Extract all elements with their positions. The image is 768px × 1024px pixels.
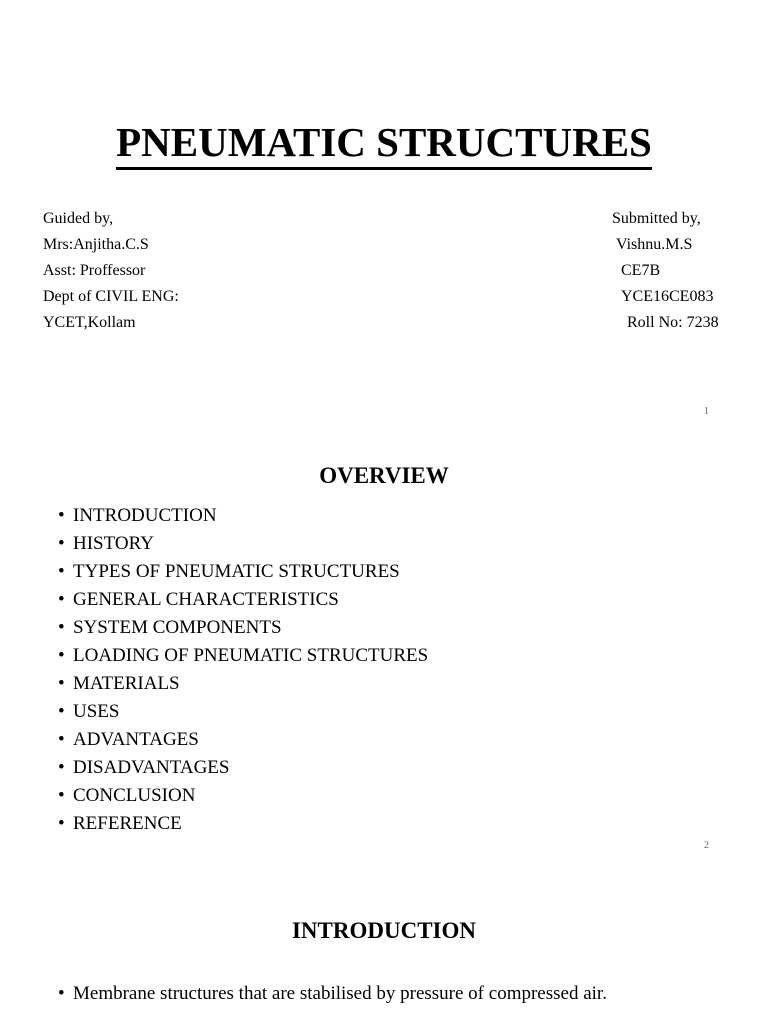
bullet-icon: • bbox=[58, 645, 65, 666]
introduction-list bbox=[58, 980, 607, 1008]
list-item: • ADVANTAGES bbox=[58, 726, 428, 754]
bullet-icon: • bbox=[58, 701, 65, 722]
introduction-heading: INTRODUCTION bbox=[291, 918, 477, 943]
list-item: • CONCLUSION bbox=[58, 782, 428, 810]
bullet-icon: • bbox=[58, 785, 65, 806]
guide-designation: Asst: Proffessor bbox=[43, 262, 146, 279]
guide-institution: YCET,Kollam bbox=[43, 314, 136, 331]
bullet-icon: • bbox=[58, 673, 65, 694]
overview-heading: OVERVIEW bbox=[319, 463, 449, 488]
document-title bbox=[0, 119, 768, 165]
list-item: • MATERIALS bbox=[58, 670, 428, 698]
bullet-icon: • bbox=[58, 813, 65, 834]
submitted-by-label: Submitted by, bbox=[612, 210, 701, 227]
submitted-by-block bbox=[612, 206, 719, 336]
list-item: • SYSTEM COMPONENTS bbox=[58, 614, 428, 642]
title-text: PNEUMATIC STRUCTURES bbox=[116, 119, 652, 170]
overview-list bbox=[58, 502, 428, 838]
student-register-number: YCE16CE083 bbox=[621, 288, 714, 305]
list-item: • TYPES OF PNEUMATIC STRUCTURES bbox=[58, 558, 428, 586]
bullet-icon: • bbox=[58, 505, 65, 526]
bullet-icon: • bbox=[58, 983, 65, 1004]
guided-by-label: Guided by, bbox=[43, 210, 114, 227]
list-item: • USES bbox=[58, 698, 428, 726]
bullet-icon: • bbox=[58, 589, 65, 610]
guide-department: Dept of CIVIL ENG: bbox=[43, 288, 179, 305]
bullet-icon: • bbox=[58, 533, 65, 554]
list-item: • GENERAL CHARACTERISTICS bbox=[58, 586, 428, 614]
bullet-icon: • bbox=[58, 757, 65, 778]
guide-name: Mrs:Anjitha.C.S bbox=[43, 236, 149, 253]
list-item: • LOADING OF PNEUMATIC STRUCTURES bbox=[58, 642, 428, 670]
student-class: CE7B bbox=[621, 262, 661, 279]
list-item: • INTRODUCTION bbox=[58, 502, 428, 530]
page-number-2: 2 bbox=[704, 840, 709, 851]
bullet-icon: • bbox=[58, 729, 65, 750]
bullet-icon: • bbox=[58, 617, 65, 638]
list-item: • REFERENCE bbox=[58, 810, 428, 838]
list-item: • Membrane structures that are stabilised by pressure of compressed air. bbox=[58, 980, 607, 1008]
page-number-1: 1 bbox=[704, 406, 709, 417]
student-roll-number: Roll No: 7238 bbox=[627, 314, 719, 331]
student-name: Vishnu.M.S bbox=[616, 236, 693, 253]
list-item: • DISADVANTAGES bbox=[58, 754, 428, 782]
guided-by-block bbox=[43, 206, 179, 336]
list-item: • HISTORY bbox=[58, 530, 428, 558]
bullet-icon: • bbox=[58, 561, 65, 582]
